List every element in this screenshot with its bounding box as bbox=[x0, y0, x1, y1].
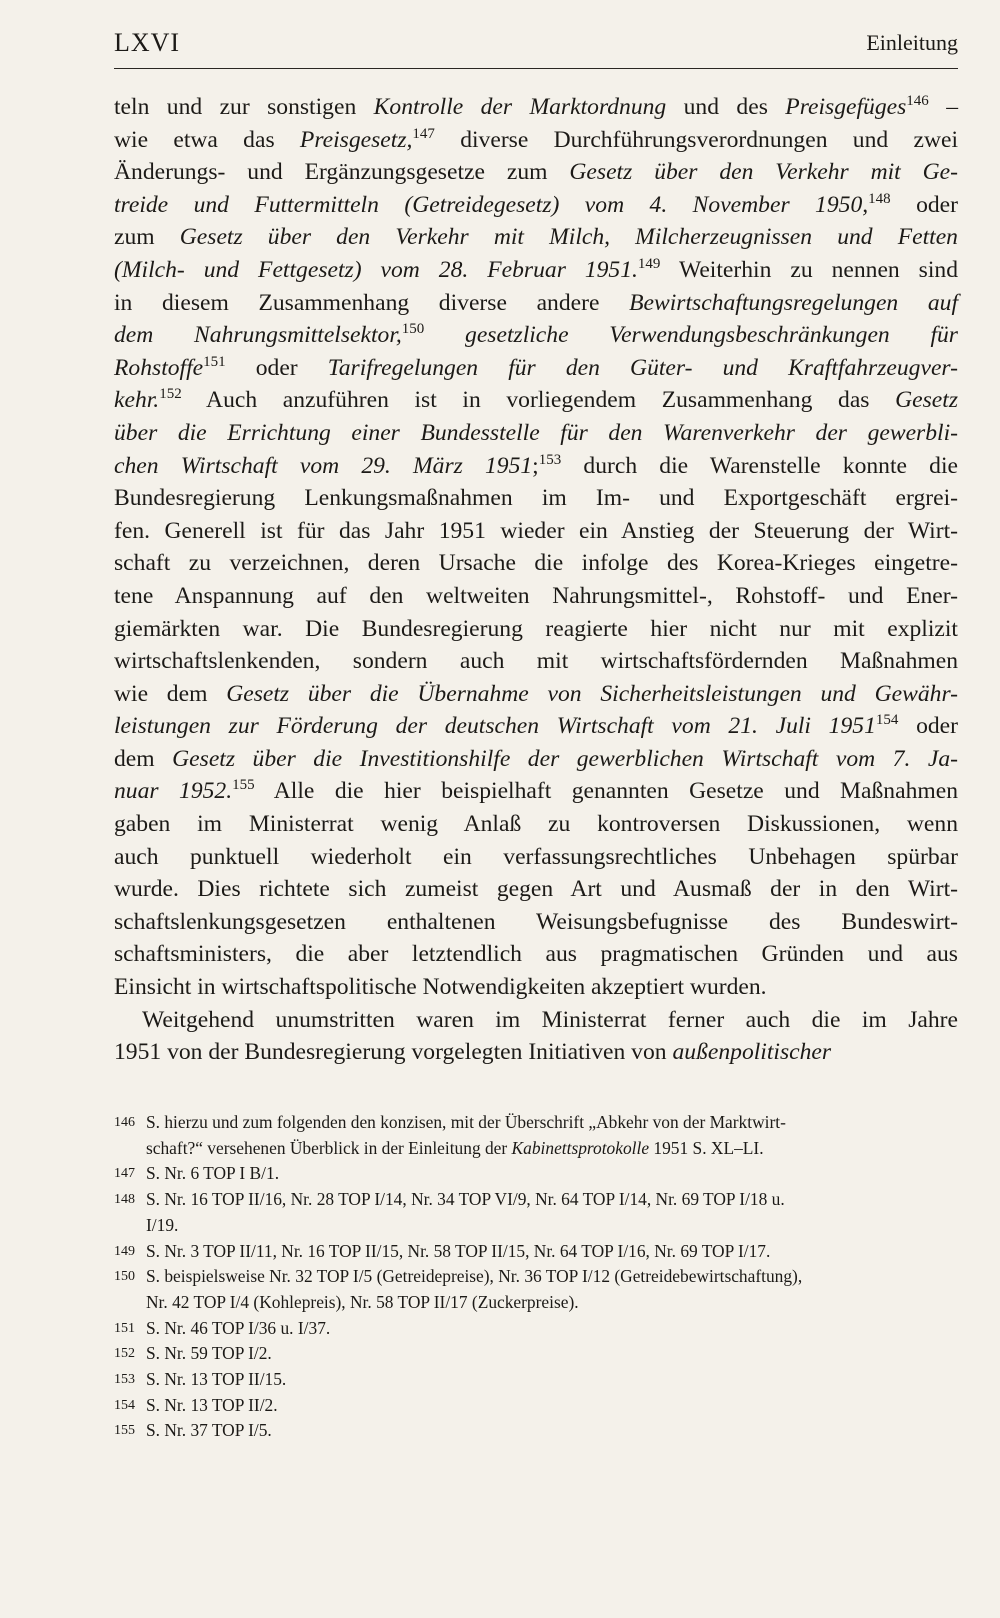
footnote-marker[interactable]: 152 bbox=[159, 386, 182, 403]
text-run: teln und zur sonstigen bbox=[114, 94, 374, 120]
text-line bbox=[114, 938, 958, 971]
footnote-line bbox=[146, 1418, 958, 1444]
text-line bbox=[114, 352, 958, 385]
footnote bbox=[114, 1418, 958, 1444]
italic-run: kehr. bbox=[114, 387, 160, 414]
text-run: 1951 von der Bundesregierung vorgelegten Initiativen von bbox=[114, 1039, 673, 1066]
text-run: S. Nr. 13 TOP II/15. bbox=[146, 1369, 287, 1390]
footnote-number: 153 bbox=[114, 1372, 135, 1388]
text-run bbox=[424, 322, 465, 348]
text-line bbox=[114, 743, 958, 776]
text-run: schaft?“ versehenen Überblick in der Einleitung der bbox=[146, 1137, 512, 1158]
footnote-marker[interactable]: 149 bbox=[637, 255, 661, 272]
text-run: wurde. Dies richtete sich zumeist gegen Art und Ausmaß der in den Wirt- bbox=[114, 876, 958, 903]
text-run: Alle die hier beispielhaft genannten Gesetze und Maßnahmen bbox=[254, 778, 958, 805]
footnote-marker[interactable]: 147 bbox=[412, 125, 435, 142]
footnote-number: 151 bbox=[114, 1320, 135, 1336]
text-run: S. Nr. 13 TOP II/2. bbox=[146, 1394, 278, 1415]
footnotes bbox=[114, 1110, 958, 1444]
footnote-number: 152 bbox=[114, 1346, 135, 1362]
text-run: oder bbox=[890, 191, 958, 218]
text-line bbox=[114, 254, 958, 287]
text-line bbox=[114, 156, 958, 189]
text-line bbox=[114, 287, 958, 320]
italic-run: dem Nahrungsmittelsektor, bbox=[114, 322, 402, 349]
footnote-line bbox=[146, 1341, 958, 1367]
footnote bbox=[114, 1187, 958, 1238]
footnote-number: 150 bbox=[114, 1269, 135, 1285]
italic-run: Preisgefüges bbox=[785, 94, 907, 120]
footnote bbox=[114, 1367, 958, 1393]
text-run: schaft zu verzeichnen, deren Ursache die infolge des Korea-Krieges eingetre- bbox=[114, 550, 958, 577]
italic-run: Gesetz über die Investitionshilfe der gewerblichen Wirtschaft vom 7. Ja- bbox=[172, 745, 958, 772]
text-run: wie dem bbox=[114, 680, 227, 707]
footnote-line bbox=[146, 1136, 958, 1162]
text-line bbox=[114, 971, 958, 1004]
text-line bbox=[114, 189, 958, 222]
text-run: gaben im Ministerrat wenig Anlaß zu kontroversen Diskussionen, wenn bbox=[114, 811, 958, 838]
italic-run: Gesetz bbox=[895, 387, 958, 414]
text-line bbox=[114, 775, 958, 808]
text-run: schaftslenkungsgesetzen enthaltenen Weisungsbefugnisse des Bundeswirt- bbox=[114, 908, 958, 935]
text-line bbox=[114, 450, 958, 483]
footnote bbox=[114, 1316, 958, 1342]
text-line bbox=[114, 580, 958, 613]
footnote-marker[interactable]: 146 bbox=[906, 93, 929, 109]
text-run: und des bbox=[666, 94, 786, 120]
footnote-marker[interactable]: 155 bbox=[232, 777, 255, 794]
italic-run: leistungen zur Förderung der deutschen Wirtschaft vom 21. Juli 1951 bbox=[114, 713, 876, 740]
footnote-number: 155 bbox=[114, 1423, 135, 1439]
text-line bbox=[114, 645, 958, 678]
footnote-number: 148 bbox=[114, 1192, 135, 1208]
footnote-marker[interactable]: 148 bbox=[868, 190, 891, 207]
footnote bbox=[114, 1110, 958, 1161]
italic-run: Bewirtschaftungsregelungen auf bbox=[629, 289, 959, 316]
text-run: dem bbox=[114, 745, 173, 772]
footnote bbox=[114, 1341, 958, 1367]
footnote-marker[interactable]: 151 bbox=[203, 353, 226, 370]
text-run: diverse Durchführungsverordnungen und zwei bbox=[434, 126, 959, 153]
text-line bbox=[114, 547, 958, 580]
text-run: zum bbox=[114, 224, 180, 251]
italic-run: nuar 1952. bbox=[114, 778, 233, 805]
text-run: 1951 S. XL–LI. bbox=[649, 1137, 764, 1158]
footnote-line bbox=[146, 1161, 958, 1187]
footnote-line bbox=[146, 1393, 958, 1419]
footnote-line bbox=[146, 1110, 958, 1136]
text-run: S. Nr. 37 TOP I/5. bbox=[146, 1420, 272, 1441]
italic-run: Tarifregelungen für den Güter- und Kraftfahrzeugver- bbox=[327, 354, 958, 381]
text-run: schaftsministers, die aber letztendlich aus pragmatischen Gründen und aus bbox=[114, 941, 958, 968]
text-line bbox=[114, 91, 958, 124]
italic-run: Kontrolle der Marktordnung bbox=[373, 94, 667, 120]
footnote-line bbox=[146, 1367, 958, 1393]
text-run: giemärkten war. Die Bundesregierung reagierte hier nicht nur mit explizit bbox=[114, 615, 958, 642]
text-run: ; bbox=[532, 452, 539, 479]
text-run: S. beispielsweise Nr. 32 TOP I/5 (Getreidepreise), Nr. 36 TOP I/12 (Getreidebewirtschaftung), bbox=[146, 1266, 803, 1287]
text-run: wirtschaftslenkenden, sondern auch mit wirtschaftsfördernden Maßnahmen bbox=[114, 648, 958, 675]
footnote-number: 146 bbox=[114, 1115, 135, 1130]
text-run: S. Nr. 6 TOP I B/1. bbox=[146, 1163, 280, 1184]
footnote-line bbox=[146, 1213, 958, 1239]
text-run: oder bbox=[225, 354, 328, 381]
running-title: Einleitung bbox=[866, 30, 958, 55]
text-run: Weitgehend unumstritten waren im Ministerrat ferner auch die im Jahre bbox=[142, 1006, 958, 1033]
footnote-line bbox=[146, 1264, 958, 1290]
text-line bbox=[114, 841, 958, 874]
text-line bbox=[114, 906, 958, 939]
text-run: Nr. 42 TOP I/4 (Kohlepreis), Nr. 58 TOP II/17 (Zuckerpreise). bbox=[146, 1291, 579, 1312]
text-line bbox=[114, 678, 958, 711]
text-run: – bbox=[928, 94, 958, 120]
footnote bbox=[114, 1161, 958, 1187]
footnote-number: 149 bbox=[114, 1243, 135, 1259]
text-run: S. Nr. 16 TOP II/16, Nr. 28 TOP I/14, Nr. 34 TOP VI/9, Nr. 64 TOP I/14, Nr. 69 TOP I/18 u. bbox=[146, 1189, 785, 1210]
footnote-number: 154 bbox=[114, 1397, 135, 1413]
text-run: S. Nr. 3 TOP II/11, Nr. 16 TOP II/15, Nr. 58 TOP II/15, Nr. 64 TOP I/16, Nr. 69 TOP I/17. bbox=[146, 1240, 771, 1261]
text-run: fen. Generell ist für das Jahr 1951 wieder ein Anstieg der Steuerung der Wirt- bbox=[114, 517, 958, 544]
text-line bbox=[114, 1004, 958, 1037]
text-run: durch die Warenstelle konnte die bbox=[561, 452, 958, 479]
footnote-marker[interactable]: 150 bbox=[401, 321, 425, 338]
footnote bbox=[114, 1264, 958, 1315]
footnote-line bbox=[146, 1316, 958, 1342]
text-run: tene Anspannung auf den weltweiten Nahrungsmittel-, Rohstoff- und Ener- bbox=[114, 582, 958, 609]
italic-run: Rohstoffe bbox=[114, 354, 204, 381]
italic-run: Gesetz über den Verkehr mit Milch, Milcherzeugnissen und Fetten bbox=[179, 224, 958, 251]
text-line bbox=[114, 482, 958, 515]
footnote-line bbox=[146, 1239, 958, 1265]
text-line bbox=[114, 221, 958, 254]
text-line bbox=[114, 417, 958, 450]
text-line bbox=[114, 613, 958, 646]
text-run: S. hierzu und zum folgenden den konzisen, mit der Überschrift „Abkehr von der Marktwirt- bbox=[146, 1112, 786, 1132]
text-run: Bundesregierung Lenkungsmaßnahmen im Im- und Exportgeschäft ergrei- bbox=[114, 485, 958, 512]
text-line bbox=[114, 384, 958, 417]
italic-run: Preisgesetz, bbox=[299, 126, 413, 153]
text-line bbox=[114, 515, 958, 548]
italic-run: Gesetz über die Übernahme von Sicherheitsleistungen und Gewähr- bbox=[226, 680, 959, 707]
text-run: in diesem Zusammenhang diverse andere bbox=[114, 289, 630, 316]
footnote-line bbox=[146, 1187, 958, 1213]
text-run: I/19. bbox=[146, 1214, 179, 1235]
text-line bbox=[114, 124, 958, 157]
text-run: Weiterhin zu nennen sind bbox=[660, 256, 958, 283]
body-text bbox=[114, 91, 958, 1069]
footnote bbox=[114, 1239, 958, 1265]
footnote-marker[interactable]: 154 bbox=[875, 712, 899, 729]
footnote bbox=[114, 1393, 958, 1419]
text-run: Auch anzuführen ist in vorliegendem Zusammenhang das bbox=[181, 387, 896, 414]
text-run: Einsicht in wirtschaftspolitische Notwendigkeiten akzeptiert wurden. bbox=[114, 974, 767, 1001]
text-line bbox=[114, 319, 958, 352]
italic-run: (Milch- und Fettgesetz) vom 28. Februar 1951. bbox=[114, 256, 638, 283]
text-line bbox=[114, 873, 958, 906]
footnote-line bbox=[146, 1290, 958, 1316]
italic-run: gesetzliche Verwendungsbeschränkungen für bbox=[465, 322, 958, 349]
text-run: S. Nr. 46 TOP I/36 u. I/37. bbox=[146, 1317, 331, 1338]
text-run: wie etwa das bbox=[114, 126, 300, 153]
italic-run: chen Wirtschaft vom 29. März 1951 bbox=[114, 452, 533, 479]
italic-run: Kabinettsprotokolle bbox=[511, 1137, 650, 1158]
text-line bbox=[114, 1036, 958, 1069]
page-number: LXVI bbox=[114, 28, 181, 57]
text-line bbox=[114, 710, 958, 743]
italic-run: über die Errichtung einer Bundesstelle für den Warenverkehr der gewerbli- bbox=[114, 419, 958, 446]
text-run: Änderungs- und Ergänzungsgesetze zum bbox=[114, 159, 570, 186]
running-header bbox=[114, 28, 958, 69]
footnote-number: 147 bbox=[114, 1166, 135, 1182]
italic-run: treide und Futtermitteln (Getreidegesetz) vom 4. November 1950, bbox=[114, 191, 869, 218]
footnote-marker[interactable]: 153 bbox=[538, 451, 562, 468]
italic-run: außenpolitischer bbox=[672, 1039, 832, 1066]
text-run: auch punktuell wiederholt ein verfassungsrechtliches Unbehagen spürbar bbox=[114, 843, 958, 870]
text-run: S. Nr. 59 TOP I/2. bbox=[146, 1343, 272, 1364]
text-line bbox=[114, 808, 958, 841]
text-run: oder bbox=[898, 713, 958, 740]
italic-run: Gesetz über den Verkehr mit Ge- bbox=[569, 159, 958, 186]
